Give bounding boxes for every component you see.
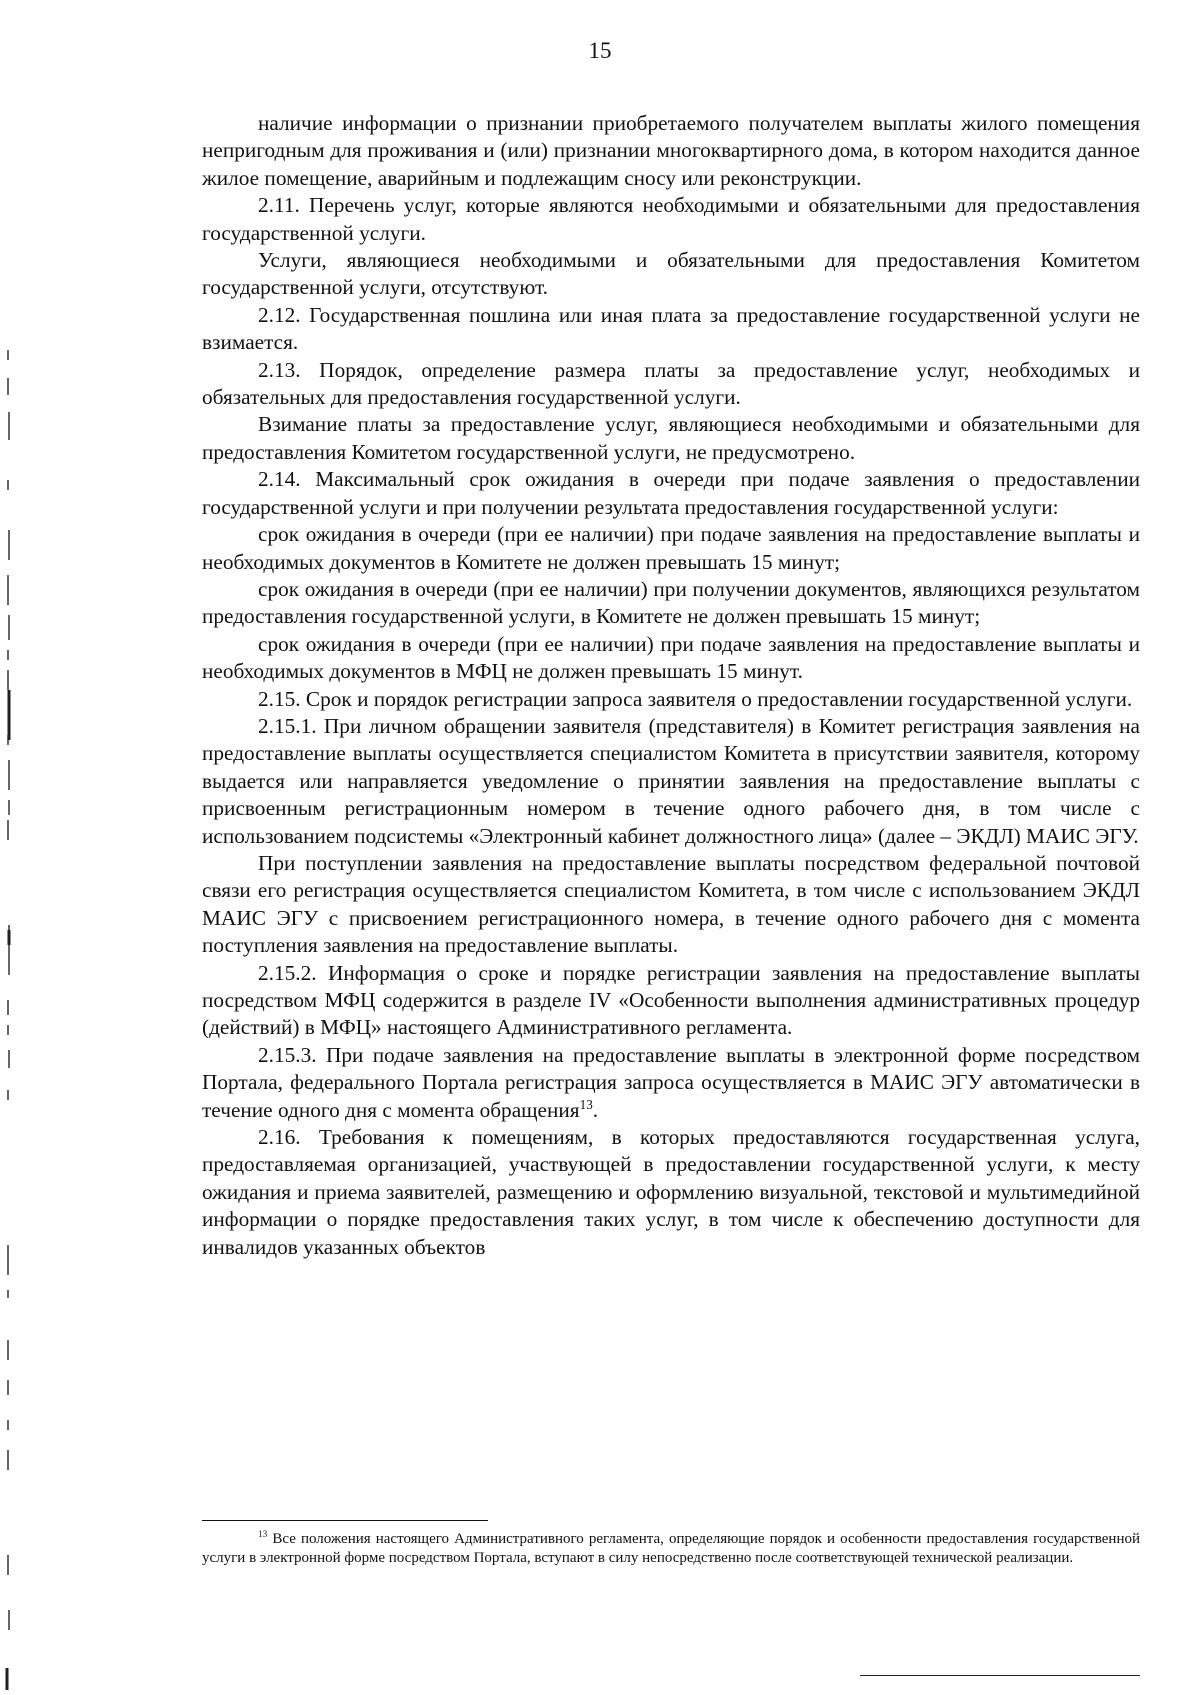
paragraph: наличие информации о признании приобретаемого получателем выплаты жилого помещения непригодным для проживания и (или) признании многоквартирного дома, в котором находится данное жилое помещение, аварийным и подлежащим сносу или реконструкции. [202,111,1140,190]
paragraph-with-footnote-ref [202,1042,1140,1124]
page-number: 15 [588,38,612,63]
paragraph: 2.11. Перечень услуг, которые являются необходимыми и обязательными для предоставления государственной услуги. [202,193,1140,245]
scan-artifacts [0,0,40,1690]
paragraph-text: 2.15.3. При подаче заявления на предоставление выплаты в электронной форме посредством Портала, федерального Портала регистрация запроса осуществляется в МАИС ЭГУ автоматически в течение одного дня с момента обращения [202,1042,1140,1122]
paragraph: При поступлении заявления на предоставление выплаты посредством федеральной почтовой связи его регистрация осуществляется специалистом Комитета, в том числе с использованием ЭКДЛ МАИС ЭГУ с присвоением регистрационного номера, в течение одного рабочего дня с момента поступления заявления на предоставление выплаты. [202,850,1140,958]
footnote [202,1530,1140,1568]
paragraph: Взимание платы за предоставление услуг, являющиеся необходимыми и обязательными для предоставления Комитетом государственной услуги, не предусмотрено. [202,412,1140,464]
footnote-text: Все положения настоящего Административного регламента, определяющие порядок и особенности предоставления государственной услуги в электронной форме посредством Портала, вступают в силу непосредственно после соответствующей технической реализации. [202,1531,1140,1566]
footnote-marker: 13 [258,1530,268,1540]
paragraph-tail: . [592,1097,599,1122]
paragraph: срок ожидания в очереди (при ее наличии) при получении документов, являющихся результатом предоставления государственной услуги, в Комитете не должен превышать 15 минут; [202,576,1140,629]
footnote-reference[interactable]: 13 [579,1096,593,1112]
paragraph: 2.12. Государственная пошлина или иная плата за предоставление государственной услуги не взимается. [202,302,1140,355]
paragraph: 2.13. Порядок, определение размера платы за предоставление услуг, необходимых и обязательных для предоставления государственной услуги. [202,357,1140,410]
paragraph: 2.14. Максимальный срок ожидания в очереди при подаче заявления о предоставлении государственной услуги и при получении результата предоставления государственной услуги: [202,467,1140,519]
paragraph: 2.15.2. Информация о сроке и порядке регистрации заявления на предоставление выплаты посредством МФЦ содержится в разделе IV «Особенности выполнения административных процедур (действий) в МФЦ» настоящего Административного регламента. [202,960,1140,1040]
bottom-divider [860,1675,1140,1676]
paragraph: 2.16. Требования к помещениям, в которых предоставляются государственная услуга, предоставляемая организацией, участвующей в предоставлении государственной услуги, к месту ожидания и приема заявителей, размещению и оформлению визуальной, текстовой и мультимедийной информации о порядке предоставления таких услуг, в том числе к обеспечению доступности для инвалидов указанных объектов [202,1125,1140,1259]
paragraph: Услуги, являющиеся необходимыми и обязательными для предоставления Комитетом государственной услуги, отсутствуют. [202,248,1140,300]
footnote-divider [202,1520,488,1521]
paragraph: 2.15. Срок и порядок регистрации запроса заявителя о предоставлении государственной услуги. [258,686,1133,711]
paragraph: срок ожидания в очереди (при ее наличии) при подаче заявления на предоставление выплаты и необходимых документов в МФЦ не должен превышать 15 минут. [202,631,1140,684]
paragraph: 2.15.1. При личном обращении заявителя (представителя) в Комитет регистрация заявления на предоставление выплаты осуществляется специалистом Комитета в присутствии заявителя, которому выдается или направляется уведомление о принятии заявления на предоставление выплаты с присвоенным регистрационным номером в течение одного рабочего дня, в том числе с использованием подсистемы «Электронный кабинет должностного лица» (далее – ЭКДЛ) МАИС ЭГУ. [202,713,1140,848]
document-body [202,110,1140,1261]
paragraph: срок ожидания в очереди (при ее наличии) при подаче заявления на предоставление выплаты и необходимых документов в Комитете не должен превышать 15 минут; [202,522,1140,574]
